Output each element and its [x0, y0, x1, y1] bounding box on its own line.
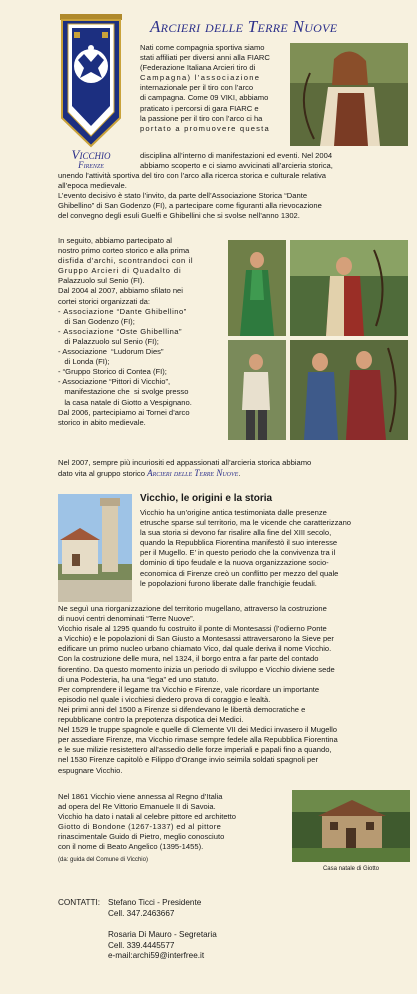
intro-narrow	[140, 43, 288, 134]
history-line: di Londa (FI);	[58, 357, 110, 367]
intro-line: (Federazione Italiana Arcieri tiro di	[140, 63, 256, 73]
page-title: Arcieri delle Terre Nuove	[150, 17, 338, 36]
logo-caption	[50, 148, 132, 171]
vicchio-line: espugnare Vicchio.	[58, 765, 123, 775]
vicchio-line: le popolazioni furono liberate dalle franchigie feudali.	[140, 578, 317, 588]
history-tail-prefix: dato vita al gruppo storico	[58, 469, 148, 479]
vicchio-bottom-text	[58, 792, 298, 865]
vicchio-line: Nel 1529 le truppe spagnole e quelle di Clemente VII dei Medici invasero il Mugello	[58, 725, 338, 735]
history-line: disfida d’archi, scontrandoci con il	[58, 256, 194, 266]
history-line: cortei storici organizzati da:	[58, 296, 151, 306]
intro-line: del convegno degli esuli Guelfi e Ghibellini che si svolse nell’anno 1302.	[58, 211, 300, 221]
intro-line: disciplina all’interno di manifestazioni ed eventi. Nel 2004	[140, 151, 333, 160]
vicchio-line: etrusche sparse sul territorio, ma le vicende che caratterizzano	[140, 518, 352, 528]
vicchio-line: e le sue milizie resistettero all’assedio delle forze imperiali e papali fino a quando,	[58, 745, 332, 755]
vicchio-line: a Vicchio) e le popolazioni di San Giusto a Montesassi attraversarono la Sieve per	[58, 634, 334, 644]
vicchio-line: nel 1530 Firenze capitolò e Filippo d’Orange invio seimila soldati spagnoli per	[58, 755, 319, 765]
history-line: Gruppo Arcieri di Quadalto di	[58, 266, 182, 276]
vicchio-line: Giotto di Bondone (1267-1337) ed al pittore	[58, 822, 222, 832]
history-tail-line: Nel 2007, sempre più incuriositi ed appassionati all’arcieria storica abbiamo	[58, 458, 312, 467]
history-line: - Associazione “Pittori di Vicchio”,	[58, 377, 171, 387]
vicchio-line: per assediare Firenze, ma Vicchio rimase sempre fedele alla Repubblica Fiorentina	[58, 735, 338, 745]
intro-medium	[140, 151, 410, 171]
history-line: la casa natale di Giotto a Vespignano.	[58, 397, 192, 407]
intro-line: stati affiliati per diversi anni alla FIARC	[140, 53, 270, 63]
section-title: Vicchio, le origini e la storia	[140, 493, 273, 504]
photo-caption: Casa natale di Giotto	[322, 866, 380, 872]
vicchio-line: per il Mugello. E’ in questo periodo che la convivenza tra il	[140, 548, 336, 558]
contact-line: Rosaria Di Mauro - Segretaria	[108, 929, 217, 939]
history-line: nostro primo corteo storico e alla prima	[58, 246, 190, 256]
intro-line: L’evento decisivo è stato l’invito, da parte dell’Associazione Storica “Dante	[58, 191, 308, 201]
vicchio-line: quando la Repubblica Fiorentina manifestò il suo interesse	[140, 538, 338, 548]
vicchio-line: con il nome di Beato Angelico (1395-1455).	[58, 842, 204, 852]
vicchio-line: di nuovi centri denominati “Terre Nuove”.	[58, 614, 195, 624]
history-tail-line	[58, 468, 410, 480]
intro-line: Ghibellino” di San Godenzo (FI), a partecipare come figuranti alla rievocazione	[58, 201, 322, 211]
archer-photo-4	[228, 340, 286, 440]
vicchio-line: Per comprendere il legame tra Vicchio e Firenze, vale ricordare un importante	[58, 684, 320, 694]
contact-line: Cell. 339.4445577	[108, 940, 175, 950]
vicchio-line: ad opera del Re Vittorio Emanuele II di Savoia.	[58, 802, 216, 812]
intro-line: all’epoca medievale.	[58, 181, 127, 191]
vicchio-line: rinascimentale Guido di Pietro, meglio conosciuto	[58, 832, 225, 842]
contact-line: Stefano Ticci - Presidente	[108, 898, 202, 907]
vicchio-line: episodio nel quale i vicchiesi diedero prova di coraggio e lealtà.	[58, 694, 271, 704]
vicchio-line: Vicchio risale al 1295 quando fu costruito il ponte di Montesassi (l’odierno Ponte	[58, 624, 327, 634]
vicchio-right-text	[140, 508, 410, 589]
intro-line: Campagna) l’associazione	[140, 73, 261, 83]
history-tail-suffix: .	[238, 469, 241, 479]
history-tail	[58, 458, 410, 480]
history-line: Dal 2004 al 2007, abbiamo sfilato nei	[58, 286, 183, 296]
contact-line	[108, 919, 328, 930]
logo-text-firenze: Firenze	[78, 160, 104, 170]
contacts-label: CONTATTI:	[58, 898, 100, 907]
vicchio-line: edificare un primo nucleo urbano chiamato Vico, dal quale deriva il nome Vicchio.	[58, 644, 332, 654]
intro-full	[58, 171, 410, 221]
vicchio-town-photo	[58, 494, 132, 602]
coat-of-arms-banner	[58, 14, 124, 148]
history-line: - “Gruppo Storico di Contea (FI);	[58, 367, 167, 377]
vicchio-line: Con la costruzione delle mura, nel 1324, il borgo entra a far parte del contado	[58, 654, 319, 664]
intro-line: praticato i percorsi di gara FIARC e	[140, 103, 259, 113]
intro-line: Nati come compagnia sportiva siamo	[140, 43, 265, 52]
intro-line: portato a promuovere questa	[140, 123, 270, 133]
intro-line: di campagna. Come 09 VIKI, abbiamo	[140, 93, 269, 103]
history-line: In seguito, abbiamo partecipato al	[58, 236, 172, 245]
history-line: storico in abito medievale.	[58, 417, 146, 427]
history-column	[58, 236, 226, 428]
vicchio-line: Vicchio ha un’origine antica testimoniata dalle presenze	[140, 508, 327, 517]
contacts-block	[108, 898, 328, 962]
source-caption: (da: guida del Comune di Vicchio)	[58, 856, 148, 863]
vicchio-line: Nel 1861 Vicchio viene annessa al Regno d’Italia	[58, 792, 223, 801]
history-line: Palazzuolo sul Senio (FI).	[58, 276, 145, 286]
history-line: di Palazzuolo sul Senio (FI);	[58, 336, 159, 346]
intro-line: abbiamo scoperto e ci siamo avvicinati all’arcieria storica,	[140, 161, 333, 171]
vicchio-line: economica di Firenze creò un conflitto per mezzo del quale	[140, 568, 339, 578]
intro-line: la passione per il tiro con l’arco ci ha	[140, 113, 263, 123]
vicchio-line: Nei primi anni del 1500 a Firenze si difendevano le libertà democratiche e	[58, 704, 306, 714]
archer-photo-3	[290, 240, 408, 336]
vicchio-line: la sua storia si devono far risalire alla fine del XIII secolo,	[140, 528, 332, 538]
history-line: - Associazione “Dante Ghibellino”	[58, 306, 187, 316]
history-line: - Associazione “Ludorum Dies”	[58, 347, 164, 357]
vicchio-line: Vicchio ha dato i natali al celebre pittore ed architetto	[58, 812, 237, 822]
intro-line: unendo l’attività sportiva del tiro con l’arco alla ricerca storica e culturale relativa	[58, 171, 327, 180]
archer-photo-1	[290, 43, 408, 146]
vicchio-full-text	[58, 604, 414, 776]
vicchio-line: dominio di tipo feudale e la nuova organizzazione socio-	[140, 558, 329, 568]
logo-text-vicchio: Vicchio	[71, 147, 111, 162]
archer-photo-2	[228, 240, 286, 336]
contact-email[interactable]: e-mail:archi59@interfree.it	[108, 951, 205, 961]
vicchio-line: fiorentino. Da questo momento inizia un periodo di sviluppo e Vicchio diviene sede	[58, 664, 335, 674]
vicchio-line: repubblicane contro la prepotenza dispotica dei Medici.	[58, 715, 244, 725]
vicchio-line: di una Podesteria, ha una “lega” ed uno statuto.	[58, 674, 219, 684]
vicchio-line: Ne seguì una riorganizzazione del territorio mugellano, attraverso la costruzione	[58, 604, 327, 613]
group-name: Arcieri delle Terre Nuove	[147, 468, 239, 479]
intro-line: internazionale per il tiro con l’arco	[140, 83, 254, 93]
archer-photo-5	[290, 340, 408, 440]
history-line: di San Godenzo (FI);	[58, 316, 135, 326]
history-line: manifestazione che si svolge presso	[58, 387, 189, 397]
history-line: Dal 2006, partecipiamo ai Tornei d’arco	[58, 407, 190, 417]
giotto-house-photo	[292, 790, 410, 862]
history-line: - Associazione “Oste Ghibellina”	[58, 326, 183, 336]
contact-line: Cell. 347.2463667	[108, 908, 175, 918]
